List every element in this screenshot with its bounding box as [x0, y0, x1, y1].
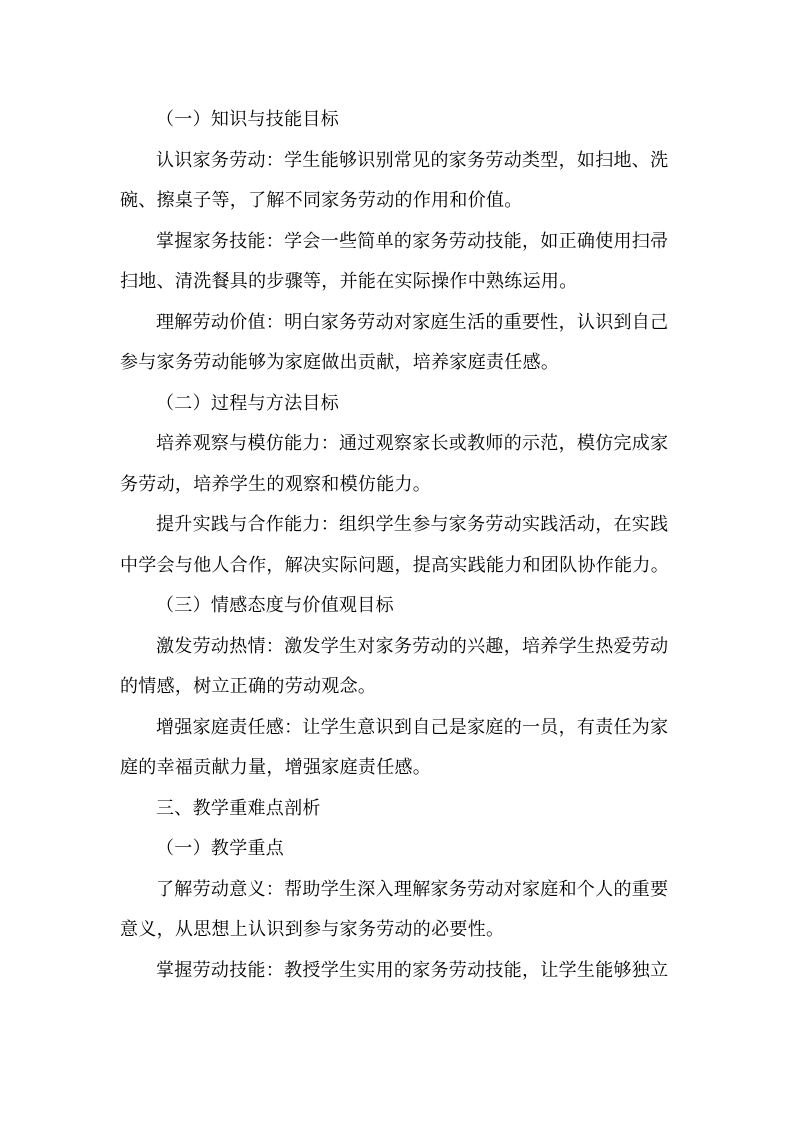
- section-heading: （一）教学重点: [156, 838, 285, 859]
- paragraph-line: 增强家庭责任感：让学生意识到自己是家庭的一员，有责任为家: [156, 716, 669, 738]
- section-heading: （二）过程与方法目标: [156, 392, 339, 414]
- paragraph-line: 了解劳动意义：帮助学生深入理解家务劳动对家庭和个人的重要: [156, 878, 669, 900]
- paragraph-line: 参与家务劳动能够为家庭做出贡献，培养家庭责任感。: [120, 352, 560, 373]
- section-heading: （三）情感态度与价值观目标: [156, 595, 394, 616]
- paragraph-line: 认识家务劳动：学生能够识别常见的家务劳动类型，如扫地、洗: [156, 149, 669, 171]
- paragraph-line: 掌握劳动技能：教授学生实用的家务劳动技能，让学生能够独立: [156, 959, 669, 981]
- paragraph-line: 激发劳动热情：激发学生对家务劳动的兴趣，培养学生热爱劳动: [156, 635, 669, 657]
- chapter-heading: 三、教学重难点剖析: [156, 797, 321, 819]
- paragraph-line: 意义，从思想上认识到参与家务劳动的必要性。: [120, 919, 505, 940]
- paragraph-line: 碗、擦桌子等，了解不同家务劳动的作用和价值。: [120, 190, 523, 211]
- paragraph-line: 培养观察与模仿能力：通过观察家长或教师的示范，模仿完成家: [156, 433, 669, 454]
- section-heading: （一）知识与技能目标: [156, 109, 339, 130]
- paragraph-line: 中学会与他人合作，解决实际问题，提高实践能力和团队协作能力。: [120, 554, 669, 576]
- paragraph-line: 理解劳动价值：明白家务劳动对家庭生活的重要性，认识到自己: [156, 311, 669, 333]
- paragraph-line: 务劳动，培养学生的观察和模仿能力。: [120, 473, 432, 495]
- paragraph-line: 扫地、清洗餐具的步骤等，并能在实际操作中熟练运用。: [120, 271, 578, 292]
- paragraph-line: 的情感，树立正确的劳动观念。: [120, 676, 377, 697]
- paragraph-line: 提升实践与合作能力：组织学生参与家务劳动实践活动，在实践: [156, 514, 669, 535]
- document-body: [120, 100, 680, 991]
- paragraph-line: 掌握家务技能：学会一些简单的家务劳动技能，如正确使用扫帚: [156, 230, 669, 252]
- paragraph-line: 庭的幸福贡献力量，增强家庭责任感。: [120, 757, 432, 778]
